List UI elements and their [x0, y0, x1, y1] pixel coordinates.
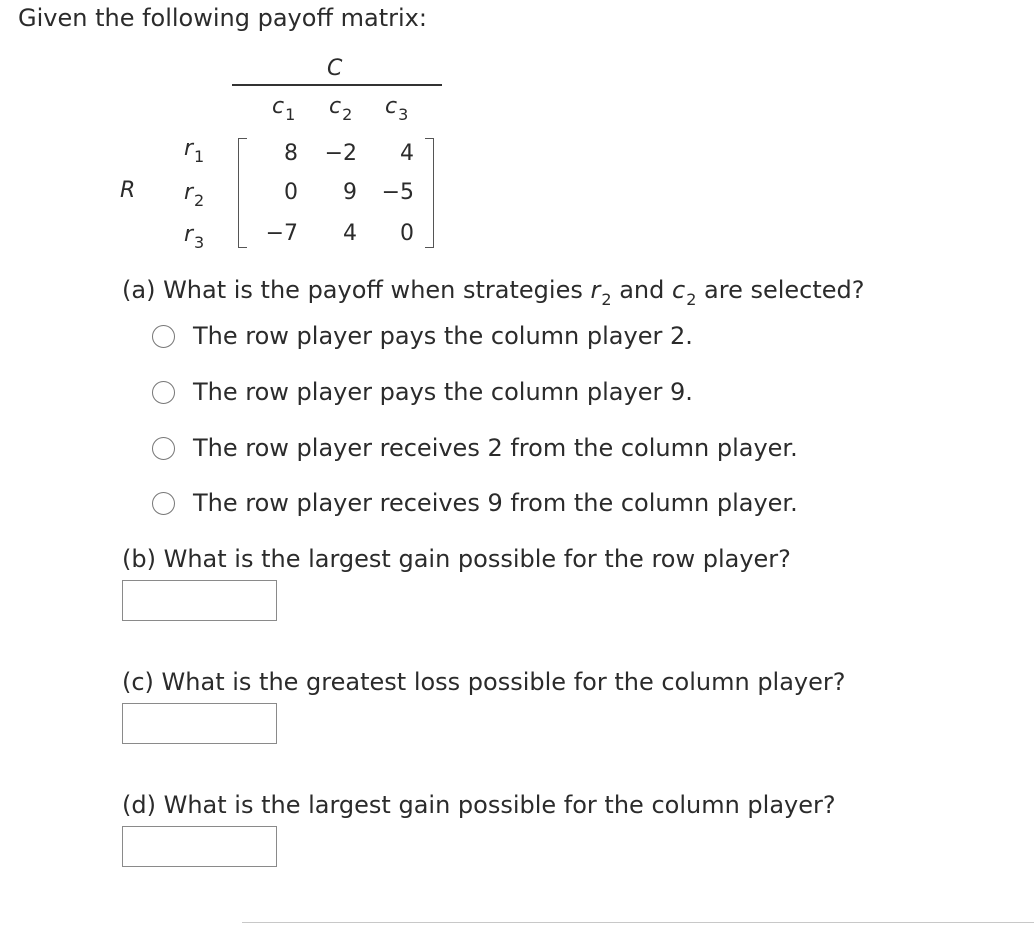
matrix-right-bracket — [425, 138, 434, 248]
radio-button[interactable] — [152, 437, 175, 460]
row-header-r3: $r_3$ — [184, 222, 205, 252]
col-header-c1: $c_1$ — [272, 94, 296, 124]
col-header-c2: $c_2$ — [329, 94, 353, 124]
bottom-divider — [242, 922, 1034, 923]
option-label: The row player receives 2 from the column player. — [193, 434, 798, 462]
option-a4[interactable] — [152, 489, 798, 517]
option-label: The row player receives 9 from the column player. — [193, 489, 798, 517]
col-header-c3: $c_3$ — [385, 94, 409, 124]
row-player-label: R — [120, 178, 136, 203]
matrix-cell: 9 — [343, 180, 357, 205]
option-a1[interactable] — [152, 322, 693, 350]
question-a: (a) What is the payoff when strategies $r_2$ and $c_2$ are selected? — [122, 276, 865, 309]
answer-input-b[interactable] — [122, 580, 277, 621]
matrix-cell: 0 — [400, 221, 414, 246]
matrix-cell: −2 — [324, 141, 357, 166]
matrix-left-bracket — [238, 138, 247, 248]
radio-button[interactable] — [152, 325, 175, 348]
matrix-cell: 4 — [343, 221, 357, 246]
option-label: The row player pays the column player 9. — [193, 378, 693, 406]
row-header-r1: $r_1$ — [184, 136, 205, 166]
radio-button[interactable] — [152, 492, 175, 515]
option-a2[interactable] — [152, 378, 693, 406]
answer-input-c[interactable] — [122, 703, 277, 744]
row-header-r2: $r_2$ — [184, 180, 205, 210]
intro-text: Given the following payoff matrix: — [18, 4, 427, 32]
question-d: (d) What is the largest gain possible for the column player? — [122, 791, 836, 819]
matrix-cell: −7 — [265, 221, 298, 246]
option-a3[interactable] — [152, 434, 798, 462]
matrix-cell: 0 — [284, 180, 298, 205]
matrix-cell: 8 — [284, 141, 298, 166]
column-header-rule — [232, 84, 442, 86]
column-player-label: C — [327, 56, 343, 81]
radio-button[interactable] — [152, 381, 175, 404]
question-c: (c) What is the greatest loss possible for the column player? — [122, 668, 846, 696]
answer-input-d[interactable] — [122, 826, 277, 867]
question-b: (b) What is the largest gain possible for the row player? — [122, 545, 791, 573]
option-label: The row player pays the column player 2. — [193, 322, 693, 350]
matrix-cell: 4 — [400, 141, 414, 166]
matrix-cell: −5 — [381, 180, 414, 205]
